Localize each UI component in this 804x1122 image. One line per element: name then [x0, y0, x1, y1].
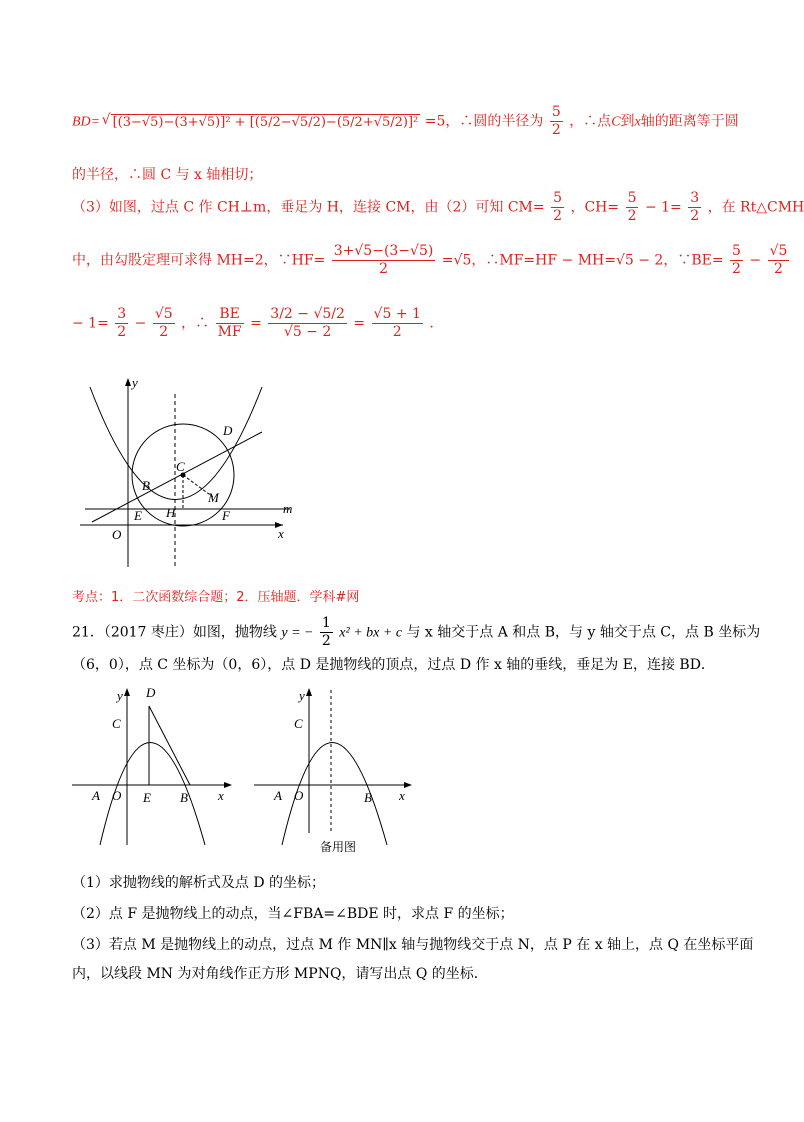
label-b: B — [364, 790, 372, 805]
solution-line-3: （3）如图，过点 C 作 CH⊥m，垂足为 H，连接 CM，由（2）可知 CM= $\frac{5}{2}$ ，CH= $\frac{5}{2}$ − 1= $\frac{3}{2}$ ，在 Rt△CMH — [72, 190, 804, 224]
y-axis-arrow — [125, 378, 131, 386]
solution-line-5: − 1= $\frac{3}{2}$ − $\frac{√5}{2}$ ，∴ $\frac{BE}{MF}$ = $\frac{3/2 - √5/2}{√5 - 2}$ = $\frac{√5 + 1}{2}$ . — [72, 306, 434, 340]
solution-line-4: 中，由勾股定理可求得 MH=2，∵HF= $\frac{3+√5-(3-√5)}{2}$ =√5，∴MF=HF − MH=√5 − 2，∵BE= $\frac{5}{2}$ − $\frac{√5}{2}$ — [72, 243, 788, 277]
figure-caption: 备用图 — [320, 840, 357, 854]
label-c: C — [294, 716, 303, 731]
question-3-line2: 内，以线段 MN 为对角线作正方形 MPNQ，请写出点 Q 的坐标． — [72, 966, 488, 982]
label-e: E — [143, 790, 151, 805]
y-axis-arrow — [124, 688, 130, 696]
y-axis-arrow — [306, 688, 312, 696]
figure-backup — [252, 685, 422, 857]
label-a: A — [92, 788, 100, 803]
label-f: F — [222, 508, 230, 523]
label-y: y — [132, 375, 138, 390]
bd-radical: √ [(3−√5)−(3+√5)]² + [(5/2−√5/2)−(5/2+√5/2)]² — [111, 114, 421, 130]
label-c: C — [176, 459, 185, 474]
label-x: x — [278, 526, 284, 541]
label-y: y — [299, 688, 305, 703]
question-2: （2）点 F 是抛物线上的动点，当∠FBA=∠BDE 时，求点 F 的坐标； — [72, 906, 514, 922]
label-x: x — [218, 788, 224, 803]
label-line-m: m — [283, 501, 293, 516]
label-c: C — [112, 716, 121, 731]
solution-line-1: BD= √ [(3−√5)−(3+√5)]² + [(5/2−√5/2)−(5/2+√5/2)]² =5，∴圆的半径为 $\frac{5}{2}$ ，∴点C到x轴的距离等于圆 — [72, 104, 739, 139]
label-a: A — [274, 788, 282, 803]
figure-parabola-main — [70, 685, 240, 850]
x-axis-arrow — [404, 782, 412, 788]
problem21-line1: 21．（2017 枣庄）如图，抛物线 y = − $\frac{1}{2}$ x² + bx + c 与 x 轴交于点 A 和点 B，与 y 轴交于点 C，点 B 坐标为 — [72, 615, 761, 649]
x-axis-arrow — [224, 782, 232, 788]
label-o: O — [112, 788, 122, 803]
question-3-line1: （3）若点 M 是抛物线上的动点，过点 M 作 MN∥x 轴与抛物线交于点 N，点 P 在 x 轴上，点 Q 在坐标平面 — [72, 937, 754, 953]
label-d: D — [223, 423, 233, 438]
label-y: y — [117, 688, 123, 703]
segment-bd — [149, 706, 190, 785]
label-o: O — [112, 527, 122, 542]
label-b: B — [142, 478, 150, 493]
solution-line-2: 的半径，∴圆 C 与 x 轴相切； — [72, 167, 263, 183]
label-e: E — [134, 508, 142, 523]
problem21-line2: （6，0），点 C 坐标为（0，6），点 D 是抛物线的顶点，过点 D 作 x 轴的垂线，垂足为 E，连接 BD． — [72, 657, 715, 673]
label-h: H — [166, 505, 176, 520]
label-m-point: M — [208, 490, 219, 505]
label-x: x — [399, 788, 405, 803]
label-b: B — [180, 790, 188, 805]
label-o: O — [294, 788, 304, 803]
fraction: $\frac{5}{2}$ — [551, 104, 561, 138]
bd-label: BD= — [72, 114, 101, 130]
label-d: D — [146, 685, 156, 700]
parabola — [90, 387, 262, 500]
question-1: （1）求抛物线的解析式及点 D 的坐标； — [72, 875, 326, 891]
figure-circle-parabola — [80, 372, 310, 572]
kaodian: 考点：1．二次函数综合题；2．压轴题．学科#网 — [72, 590, 360, 605]
